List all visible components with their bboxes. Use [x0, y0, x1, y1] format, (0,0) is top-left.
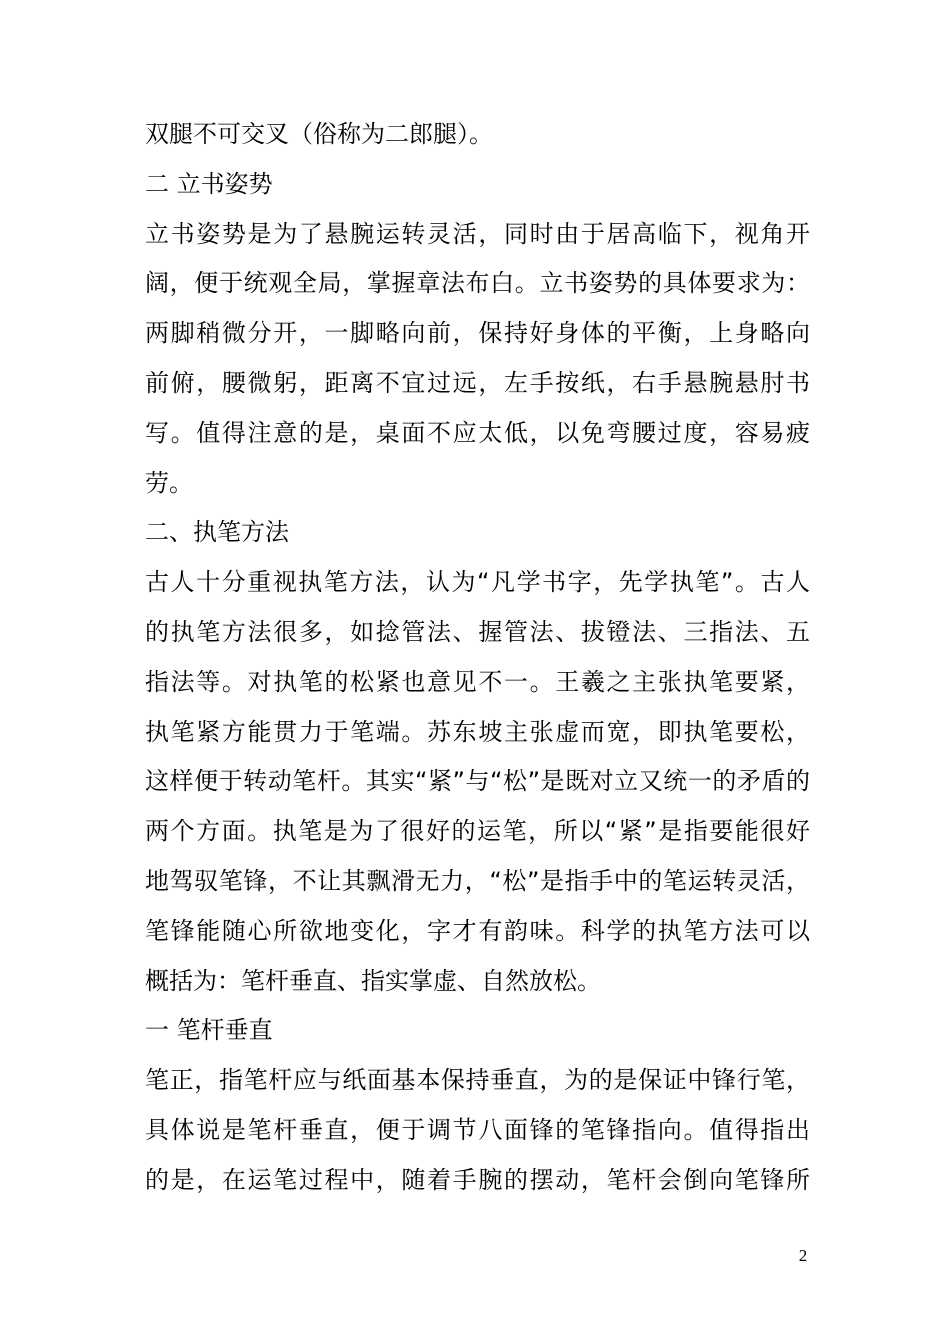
section-heading-vertical-brush: 一 笔杆垂直	[145, 1016, 273, 1045]
page-number: 2	[798, 1246, 808, 1265]
text-line: 双腿不可交叉（俗称为二郎腿）。	[145, 120, 493, 148]
text-line: 两脚稍微分开，一脚略向前，保持好身体的平衡，上身略向	[145, 319, 810, 348]
text-line: 笔正，指笔杆应与纸面基本保持垂直，为的是保证中锋行笔，	[145, 1066, 810, 1095]
text-line: 的是，在运笔过程中，随着手腕的摆动，笔杆会倒向笔锋所	[145, 1165, 810, 1194]
body-text	[145, 110, 810, 1206]
text-line: 笔锋能随心所欲地变化，字才有韵味。科学的执笔方法可以	[145, 916, 810, 945]
text-line: 阔，便于统观全局，掌握章法布白。立书姿势的具体要求为：	[145, 269, 810, 298]
text-line: 指法等。对执笔的松紧也意见不一。王羲之主张执笔要紧，	[145, 667, 810, 696]
text-line: 执笔紧方能贯力于笔端。苏东坡主张虚而宽，即执笔要松，	[145, 717, 810, 746]
text-line: 概括为：笔杆垂直、指实掌虚、自然放松。	[145, 966, 601, 995]
text-line: 立书姿势是为了悬腕运转灵活，同时由于居高临下，视角开	[145, 219, 810, 248]
text-line: 具体说是笔杆垂直，便于调节八面锋的笔锋指向。值得指出	[145, 1115, 810, 1144]
text-line: 的执笔方法很多，如捻管法、握管法、拔镫法、三指法、五	[145, 617, 810, 646]
section-heading-standing-posture: 二 立书姿势	[145, 169, 273, 198]
text-line: 这样便于转动笔杆。其实“紧”与“松”是既对立又统一的矛盾的	[145, 767, 810, 796]
section-heading-brush-holding: 二、执笔方法	[145, 518, 289, 547]
text-line: 写。值得注意的是，桌面不应太低，以免弯腰过度，容易疲	[145, 418, 810, 447]
text-line: 劳。	[145, 468, 193, 497]
text-line: 地驾驭笔锋，不让其飘滑无力，“松”是指手中的笔运转灵活，	[145, 866, 810, 895]
text-line: 前俯，腰微躬，距离不宜过远，左手按纸，右手悬腕悬肘书	[145, 368, 810, 397]
text-line: 古人十分重视执笔方法，认为“凡学书字，先学执笔”。古人	[145, 568, 810, 597]
text-line: 两个方面。执笔是为了很好的运笔，所以“紧”是指要能很好	[145, 817, 810, 846]
